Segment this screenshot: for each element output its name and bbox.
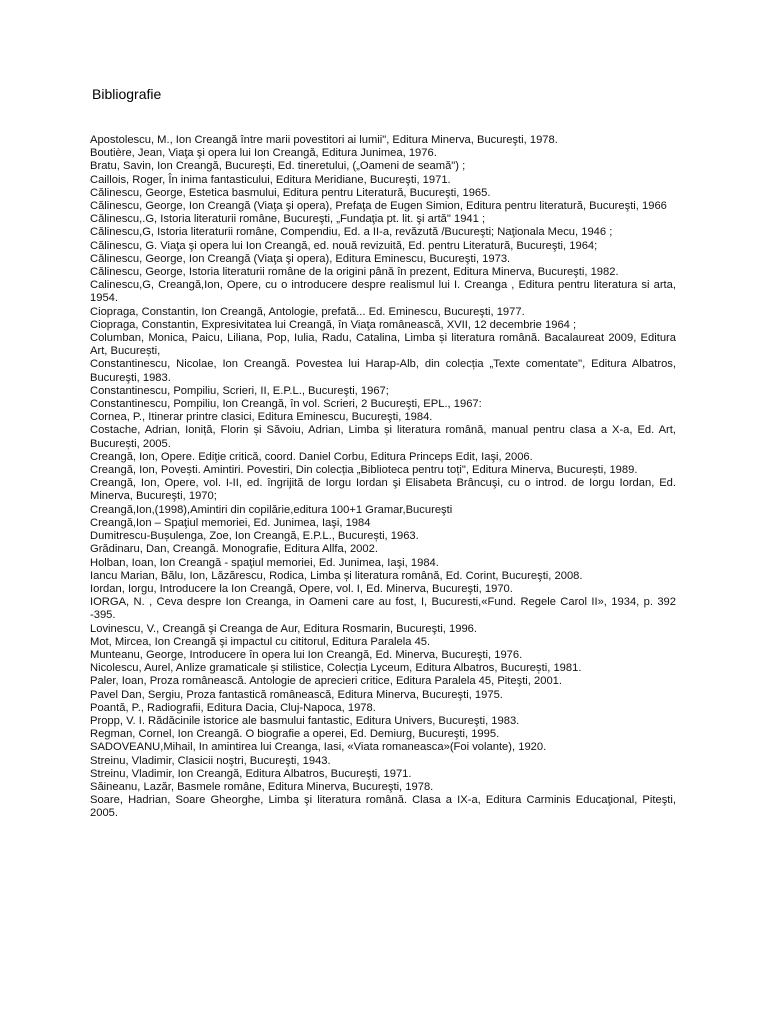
bibliography-entry: Constantinescu, Nicolae, Ion Creangă. Povestea lui Harap-Alb, din colecția „Texte comentate", Editura Albatros, Bucureşti, 1983. <box>90 358 676 384</box>
bibliography-entry: Mot, Mircea, Ion Creangă şi impactul cu cititorul, Editura Paralela 45. <box>90 635 431 648</box>
bibliography-entry: Paler, Ioan, Proza românească. Antologie de aprecieri critice, Editura Paralela 45, Piteşti, 2001. <box>90 675 563 688</box>
bibliography-entry: Pavel Dan, Sergiu, Proza fantastică românească, Editura Minerva, Bucureşti, 1975. <box>90 688 503 701</box>
bibliography-entry: Lovinescu, V., Creangă şi Creanga de Aur, Editura Rosmarin, Bucureşti, 1996. <box>90 622 478 635</box>
bibliography-entry: Nicolescu, Aurel, Anlize gramaticale și stilistice, Colecția Lyceum, Editura Albatros, București, 1981. <box>90 662 582 675</box>
bibliography-entry: Călinescu, George, Ion Creangă (Viaţa şi opera), Editura Eminescu, Bucureşti, 1973. <box>90 252 511 265</box>
page-title: Bibliografie <box>92 86 162 102</box>
bibliography-entry: Iordan, Iorgu, Introducere la Ion Creangă, Opere, vol. I, Ed. Minerva, Bucureşti, 1970. <box>90 582 513 595</box>
bibliography-entry: Călinescu, George, Estetica basmului, Editura pentru Literatură, Bucureşti, 1965. <box>90 186 491 199</box>
bibliography-entry: Săineanu, Lazăr, Basmele române, Editura Minerva, Bucureşti, 1978. <box>90 780 434 793</box>
bibliography-entry: Creangă, Ion, Opere, vol. I-II, ed. îngrijită de Iorgu Iordan şi Elisabeta Brâncuşi, cu o introd. de Iorgu Iordan, Ed. Minerva, Bucureşti, 1970; <box>90 477 676 503</box>
bibliography-entry: Creangă, Ion, Opere. Ediţie critică, coord. Daniel Corbu, Editura Princeps Edit, Iaşi, 2006. <box>90 450 533 463</box>
bibliography-entry: SADOVEANU,Mihail, In amintirea lui Creanga, Iasi, «Viata romaneasca»(Foi volante), 1920. <box>90 741 547 754</box>
bibliography-entry: Propp, V. I. Rădăcinile istorice ale basmului fantastic, Editura Univers, Bucureşti, 1983. <box>90 714 520 727</box>
bibliography-entry: Poantă, P., Radiografii, Editura Dacia, Cluj-Napoca, 1978. <box>90 701 376 714</box>
bibliography-entry: Caillois, Roger, În inima fantasticului, Editura Meridiane, Bucureşti, 1971. <box>90 173 451 186</box>
bibliography-entry: Creangă,Ion,(1998),Amintiri din copilărie,editura 100+1 Gramar,Bucureşti <box>90 503 453 516</box>
bibliography-entry: Călinescu, G. Viaţa şi opera lui Ion Creangă, ed. nouă revizuită, Ed. pentru Literatură, Bucureşti, 1964; <box>90 239 598 252</box>
bibliography-entry: Boutière, Jean, Viaţa şi opera lui Ion Creangă, Editura Junimea, 1976. <box>90 147 437 160</box>
bibliography-entry: Streinu, Vladimir, Ion Creangă, Editura Albatros, Bucureşti, 1971. <box>90 767 412 780</box>
bibliography-entry: Holban, Ioan, Ion Creangă - spaţiul memoriei, Ed. Junimea, Iaşi, 1984. <box>90 556 439 569</box>
bibliography-entry: Călinescu, George, Istoria literaturii române de la origini până în prezent, Editura Minerva, Bucureşti, 1982. <box>90 266 619 279</box>
bibliography-entry: Constantinescu, Pompiliu, Ion Creangă, în vol. Scrieri, 2 Bucureşti, EPL., 1967: <box>90 398 482 411</box>
bibliography-entry: IORGA, N. , Ceva despre Ion Creanga, in Oameni care au fost, I, Bucuresti,«Fund. Regele Carol II», 1934, p. 392 -395. <box>90 596 676 622</box>
bibliography-entry: Ciopraga, Constantin, Ion Creangă, Antologie, prefată... Ed. Eminescu, Bucureşti, 1977. <box>90 305 525 318</box>
bibliography-entry: Ciopraga, Constantin, Expresivitatea lui Creangă, în Viaţa românească, XVII, 12 decembrie 1964 ; <box>90 318 577 331</box>
bibliography-entry: Creangă,Ion – Spaţiul memoriei, Ed. Junimea, Iaşi, 1984 <box>90 516 371 529</box>
bibliography-entry: Soare, Hadrian, Soare Gheorghe, Limba şi literatura română. Clasa a IX-a, Editura Carminis Educaţional, Piteşti, 2005. <box>90 794 676 820</box>
bibliography-entry: Streinu, Vladimir, Clasicii noştri, Bucureşti, 1943. <box>90 754 331 767</box>
bibliography-entry: Columban, Monica, Paicu, Liliana, Pop, Iulia, Radu, Catalina, Limba și literatura română. Bacalaureat 2009, Editura Art, București, <box>90 332 676 358</box>
bibliography-entry: Costache, Adrian, Ioniță, Florin și Săvoiu, Adrian, Limba și literatura română, manual pentru clasa a X-a, Ed. Art, București, 2005. <box>90 424 676 450</box>
bibliography-entry: Călinescu, George, Ion Creangă (Viaţa şi opera), Prefaţa de Eugen Simion, Editura pentru literatură, Bucureşti, 1966 <box>90 200 667 213</box>
bibliography-entry: Călinescu,G, Istoria literaturii române, Compendiu, Ed. a II-a, revăzută /Bucureşti; Naţionala Mecu, 1946 ; <box>90 226 613 239</box>
bibliography-list <box>90 134 676 821</box>
bibliography-entry: Munteanu, George, Introducere în opera lui Ion Creangă, Ed. Minerva, Bucureşti, 1976. <box>90 648 523 661</box>
bibliography-entry: Creangă, Ion, Povești. Amintiri. Povestiri, Din colecția „Biblioteca pentru toți", Editura Minerva, București, 1989. <box>90 464 638 477</box>
bibliography-entry: Apostolescu, M., Ion Creangă între marii povestitori ai lumii", Editura Minerva, Bucureşti, 1978. <box>90 134 558 146</box>
bibliography-entry: Dumitrescu-Bușulenga, Zoe, Ion Creangă, E.P.L., București, 1963. <box>90 530 419 543</box>
bibliography-entry: Bratu, Savin, Ion Creangă, Bucureşti, Ed. tineretului, („Oameni de seamă") ; <box>90 160 466 173</box>
bibliography-entry: Cornea, P., Itinerar printre clasici, Editura Eminescu, Bucureşti, 1984. <box>90 411 433 424</box>
bibliography-entry: Grădinaru, Dan, Creangă. Monografie, Editura Allfa, 2002. <box>90 543 378 556</box>
bibliography-entry: Călinescu,.G, Istoria literaturii române, Bucureşti, „Fundaţia pt. lit. şi artă" 1941 ; <box>90 213 486 226</box>
bibliography-entry: Regman, Cornel, Ion Creangă. O biografie a operei, Ed. Demiurg, Bucureşti, 1995. <box>90 728 500 741</box>
bibliography-entry: Constantinescu, Pompiliu, Scrieri, II, E.P.L., Bucureşti, 1967; <box>90 384 389 397</box>
bibliography-entry: Iancu Marian, Bălu, Ion, Lăzărescu, Rodica, Limba și literatura română, Ed. Corint, Bucureşti, 2008. <box>90 569 583 582</box>
bibliography-entry: Calinescu,G, Creangă,Ion, Opere, cu o introducere despre realismul lui I. Creanga , Editura pentru literatura si arta, 1954. <box>90 279 676 305</box>
